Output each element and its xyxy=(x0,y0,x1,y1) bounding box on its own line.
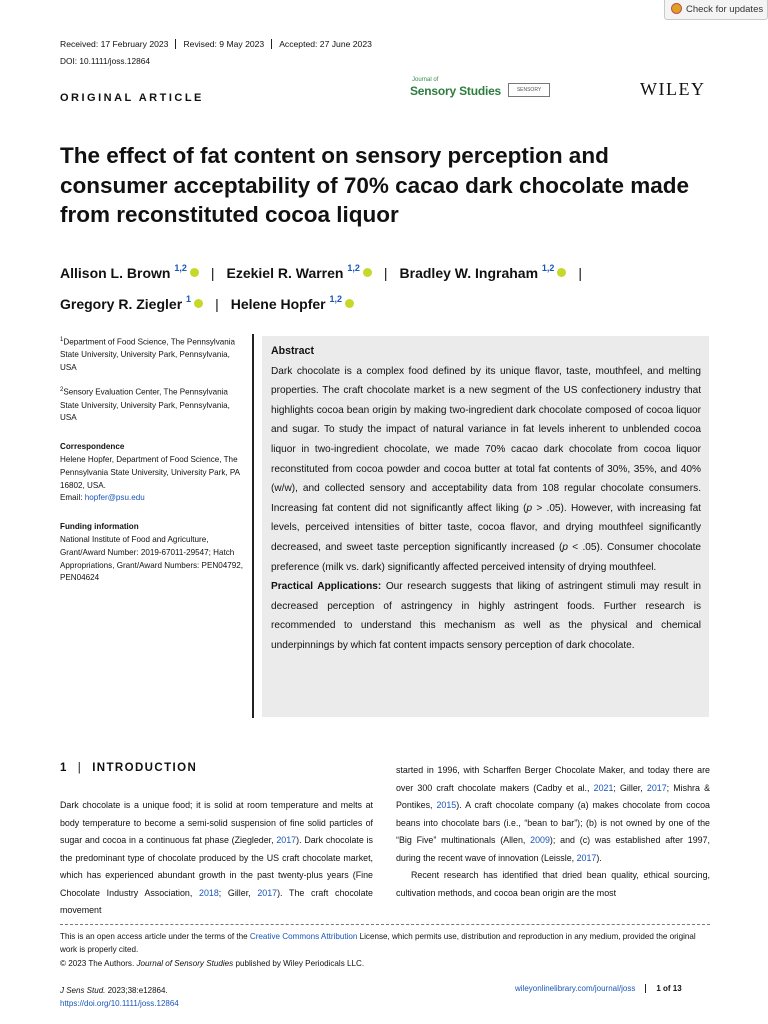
orcid-icon[interactable] xyxy=(363,268,372,277)
body-column-1: Dark chocolate is a unique food; it is solid at room temperature and melts at body temperature to become a semi-solid suspension of fine solid particles of sugar and cocoa in a continuous fat phase (Ziegleder, 2017). Dark chocolate is the predominant type of chocolate produced by the US craft chocolate market, which has experienced abundant growth in the past twenty-plus years (Fine Chocolate Industry Association, 2018; Giller, 2017). The craft chocolate movement xyxy=(60,800,373,915)
abstract: Abstract Dark chocolate is a complex food defined by its unique flavor, taste, mouthfeel, and melting properties. The craft chocolate market is a new segment of the US confectionery industry that highlights cocoa bean origin by making two-ingredient dark chocolate composed of cocoa liquor and sugar. To study the impact of natural variance in fat levels inherent to unblended cocoa liquor in two-ingredient chocolate, we made 70% cacao dark chocolate from cocoa liquor reconstituted from cocoa powder and cocoa butter at total fat contents of 30%, 35%, and 40% (w/w), and collected sensory and acceptability data from 108 regular chocolate consumers. Increasing fat content did not significantly affect liking (p > .05). However, with increasing fat levels, perceived intensities of bitter taste, cocoa flavor, and drying mouthfeel significantly decreased, and sweet taste perception significantly increased (p < .05). Consumer chocolate preference (milk vs. dark) significantly affected perceived intensity of drying mouthfeel. Practical Applications: Our research suggests that liking of astringent stimuli may result in decreased perception of astringency in highly astringent foods. Further research is recommended to understand this mechanism as well as the physical and chemical underpinnings by which fat content impacts sensory perception of dark chocolate. xyxy=(271,342,701,656)
author[interactable]: Gregory R. Ziegler $^1$ xyxy=(60,296,203,312)
author-list: Allison L. Brown $^{1,2}$ | Ezekiel R. Warren $^{1,2}$ | Bradley W. Ingraham $^{1,2}$ | Gregory R. Ziegler $^1$ | Helene Hopfer $^{1,2}$ xyxy=(60,263,583,312)
received-date: Received: 17 February 2023 xyxy=(60,39,169,49)
orcid-icon[interactable] xyxy=(194,299,203,308)
ref-link[interactable]: 2017 xyxy=(646,782,667,793)
ref-link[interactable]: 2018 xyxy=(199,887,219,898)
doi: DOI: 10.1111/joss.12864 xyxy=(60,56,150,66)
author[interactable]: Ezekiel R. Warren $^{1,2}$ xyxy=(227,265,372,281)
page-footer xyxy=(515,984,682,993)
ref-link[interactable]: 2021 xyxy=(593,782,614,793)
crossmark-icon xyxy=(671,3,682,14)
email-link[interactable]: hopfer@psu.edu xyxy=(84,493,145,503)
author[interactable]: Helene Hopfer $^{1,2}$ xyxy=(231,296,354,312)
license-text: This is an open access article under the terms of the Creative Commons Attribution License, which permits use, distribution and reproduction in any medium, provided the original work is properly cited. © 2023 The Authors. Journal of Sensory Studies published by Wiley Periodicals LLC. xyxy=(60,932,696,968)
author[interactable]: Bradley W. Ingraham $^{1,2}$ xyxy=(400,265,567,281)
article-type: ORIGINAL ARTICLE xyxy=(60,92,204,104)
doi-link[interactable]: https://doi.org/10.1111/joss.12864 xyxy=(60,999,179,1009)
orcid-icon[interactable] xyxy=(190,268,199,277)
affiliation-2: $^2$Sensory Evaluation Center, The Pennsylvania State University, University Park, Pennsylvania, USA xyxy=(60,387,230,423)
article-dates xyxy=(60,39,379,49)
journal-site-link[interactable]: wileyonlinelibrary.com/journal/joss xyxy=(515,984,636,993)
article-title: The effect of fat content on sensory perception and consumer acceptability of 70% cacao dark chocolate made from reconstituted cocoa liquor xyxy=(60,143,690,227)
ref-link[interactable]: 2015 xyxy=(436,800,457,810)
ref-link[interactable]: 2017 xyxy=(576,852,597,863)
page-number: 1 of 13 xyxy=(645,984,681,993)
orcid-icon[interactable] xyxy=(345,299,354,308)
affiliation-1: $^1$Department of Food Science, The Pennsylvania State University, University Park, Pennsylvania, USA xyxy=(60,337,236,373)
society-seal-icon: SENSORY xyxy=(508,83,550,97)
divider xyxy=(252,334,254,718)
accepted-date: Accepted: 27 June 2023 xyxy=(271,39,379,49)
article-info-sidebar xyxy=(60,334,245,594)
license-link[interactable]: Creative Commons Attribution xyxy=(249,932,358,941)
journal-logo: Journal of Sensory Studies SENSORY xyxy=(410,78,552,100)
ref-link[interactable]: 2009 xyxy=(530,835,550,845)
check-for-updates-button[interactable]: Check for updates xyxy=(664,0,768,20)
abstract-heading: Abstract xyxy=(271,345,314,357)
ref-link[interactable]: 2017 xyxy=(276,835,297,845)
author[interactable]: Allison L. Brown $^{1,2}$ xyxy=(60,265,199,281)
citation-footer: J Sens Stud. 2023;38:e12864. https://doi.org/10.1111/joss.12864 xyxy=(60,986,179,1009)
license-divider xyxy=(60,924,710,925)
funding-info: Funding information National Institute of Food and Agriculture, Grant/Award Number: 2019-67011-29547; Hatch Appropriations, Grant/Award Numbers: PEN04792, PEN04624 xyxy=(60,522,243,583)
body-column-2: started in 1996, with Scharffen Berger Chocolate Maker, and today there are over 300 craft chocolate makers (Cadby et al., 2021; Giller, 2017; Mishra & Pontikes, 2015). A craft chocolate company (a) makes chocolate from cocoa beans into chocolate bars (i.e., “bean to bar”); (b) is not owned by one of the “Big Five” multinationals (Allen, 2009); and (c) was established after 1997, during the recent wave of innovation (Leissle, 2017). Recent research has identified that dried bean quality, ethical sourcing, cultivation methods, and cocoa bean origin are the most xyxy=(396,765,710,898)
revised-date: Revised: 9 May 2023 xyxy=(175,39,271,49)
publisher-logo: WILEY xyxy=(640,79,706,99)
correspondence: Correspondence Helene Hopfer, Department of Food Science, The Pennsylvania State University, University Park, PA 16802, USA. Email: hopfer@psu.edu xyxy=(60,442,240,503)
ref-link[interactable]: 2017 xyxy=(257,887,278,898)
section-heading: 1 | INTRODUCTION xyxy=(60,762,198,774)
